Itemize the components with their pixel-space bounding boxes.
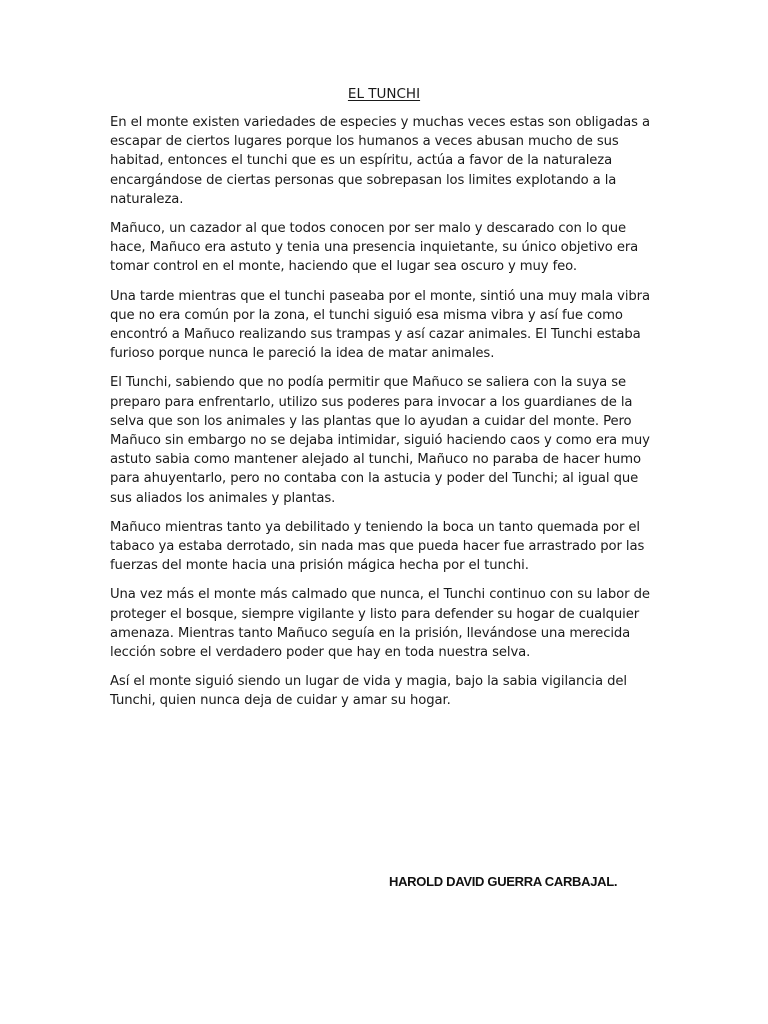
- paragraph: Una vez más el monte más calmado que nunca, el Tunchi continuo con su labor de proteger el bosque, siempre vigilante y listo para defender su hogar de cualquier amenaza. Mientras tanto Mañuco seguía en la prisión, llevándose una merecida lección sobre el verdadero poder que hay en toda nuestra selva.: [110, 587, 650, 661]
- paragraph: Así el monte siguió siendo un lugar de vida y magia, bajo la sabia vigilancia del Tunchi, quien nunca deja de cuidar y amar su hogar.: [110, 674, 627, 709]
- paragraph: En el monte existen variedades de especies y muchas veces estas son obligadas a escapar de ciertos lugares porque los humanos a veces abusan mucho de sus habitad, entonces el tunchi que es un espíritu, actúa a favor de la naturaleza encargándose de ciertas personas que sobrepasan los limites explotando a la naturaleza.: [110, 115, 650, 207]
- paragraph: Una tarde mientras que el tunchi paseaba por el monte, sintió una muy mala vibra que no era común por la zona, el tunchi siguió esa misma vibra y así fue como encontró a Mañuco realizando sus trampas y así cazar animales. El Tunchi estaba furioso porque nunca le pareció la idea de matar animales.: [110, 288, 650, 362]
- paragraph: Mañuco mientras tanto ya debilitado y teniendo la boca un tanto quemada por el tabaco ya estaba derrotado, sin nada mas que pueda hacer fue arrastrado por las fuerzas del monte hacia una prisión mágica hecha por el tunchi.: [110, 519, 645, 574]
- paragraph: Mañuco, un cazador al que todos conocen por ser malo y descarado con lo que hace, Mañuco era astuto y tenia una presencia inquietante, su único objetivo era tomar control en el monte, haciendo que el lugar sea oscuro y muy feo.: [110, 221, 639, 275]
- document-body: [110, 113, 662, 721]
- document-title: EL TUNCHI: [347, 86, 421, 102]
- paragraph: El Tunchi, sabiendo que no podía permitir que Mañuco se saliera con la suya se preparo para enfrentarlo, utilizo sus poderes para invocar a los guardianes de la selva que son los animales y las plantas que lo ayudan a cuidar del monte. Pero Mañuco sin embargo no se dejaba intimidar, siguió haciendo caos y como era muy astuto sabia como mantener alejado al tunchi, Mañuco no paraba de hacer humo para ahuyentarlo, pero no contaba con la astucia y poder del Tunchi; al igual que sus aliados los animales y plantas.: [110, 375, 650, 506]
- author-signature: HAROLD DAVID GUERRA CARBAJAL.: [389, 874, 618, 889]
